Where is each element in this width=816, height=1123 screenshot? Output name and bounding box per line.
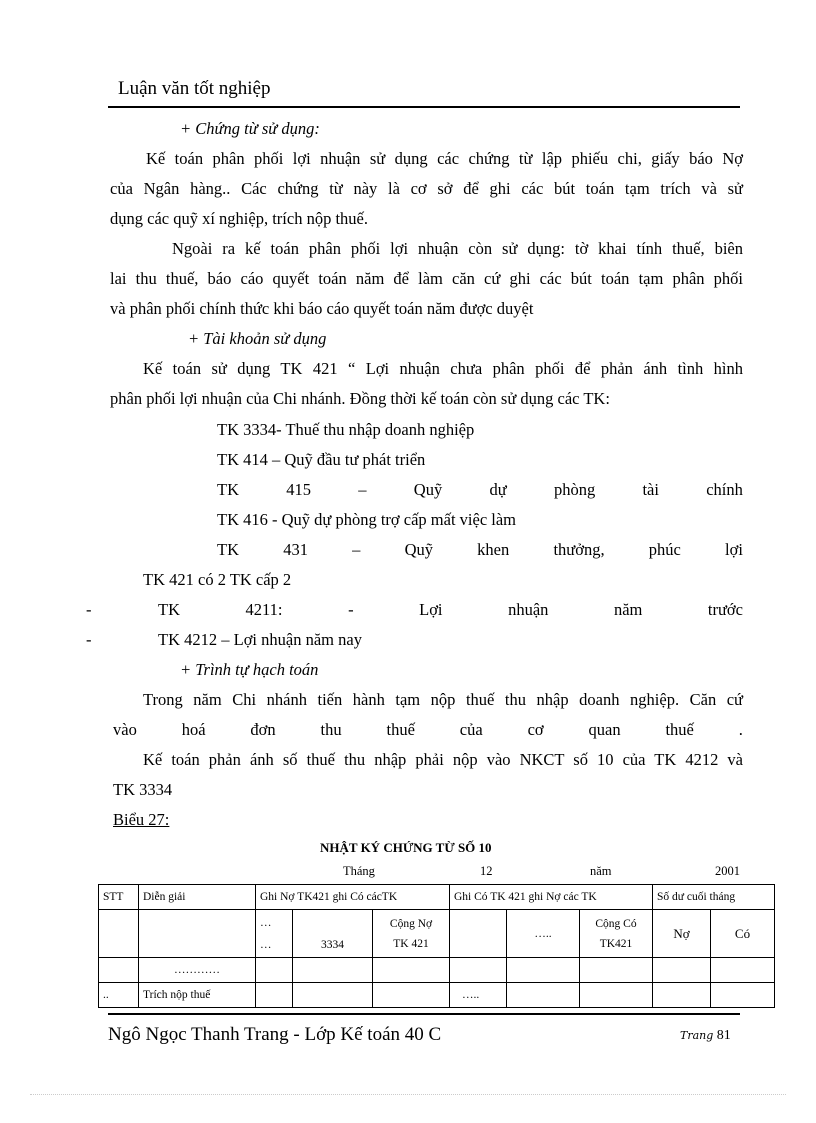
subcol-3334: 3334	[293, 910, 373, 958]
cell	[293, 983, 373, 1008]
account-tk415	[217, 480, 743, 500]
account-tk4212: TK 4212 – Lợi nhuận năm nay	[158, 630, 362, 649]
cell	[139, 910, 256, 958]
para2-line3: và phân phối chính thức khi báo cáo quyết toán năm được duyệt	[110, 299, 534, 318]
subcol-dots-co: …..	[507, 910, 580, 958]
tk4211-word: nhuận	[508, 600, 549, 619]
para5-line1: Kế toán phản ánh số thuế thu nhập phải nộp vào NKCT số 10 của TK 4212 và	[143, 750, 743, 769]
chung-tu-heading: + Chứng từ sử dụng:	[180, 119, 320, 138]
tk415-word: –	[358, 480, 367, 499]
tk415-word: Quỹ	[413, 480, 443, 499]
cell	[373, 983, 450, 1008]
bullet-dash: -	[86, 630, 92, 649]
cell-stt	[99, 958, 139, 983]
cong-co-line: TK421	[599, 937, 633, 950]
account-tk414: TK 414 – Quỹ đầu tư phát triển	[217, 450, 426, 469]
page-bottom-divider	[30, 1094, 786, 1095]
para4-word: thu	[320, 720, 342, 739]
para4-word: quan	[588, 720, 621, 739]
para2-line2: lai thu thuế, báo cáo quyết toán năm để làm căn cứ ghi các bút toán tạm phân phối	[110, 269, 743, 288]
col-so-du: Số dư cuối tháng	[653, 885, 775, 910]
cell	[507, 983, 580, 1008]
subcol-cong-no	[373, 910, 450, 958]
page-number: 81	[716, 1028, 731, 1043]
subheader-row	[99, 910, 775, 958]
cell	[450, 958, 507, 983]
dots-line: …	[260, 938, 272, 951]
para1-line3: dụng các quỹ xí nghiệp, trích nộp thuế.	[110, 209, 368, 228]
cell	[256, 983, 293, 1008]
para1-line2: của Ngân hàng.. Các chứng từ này là cơ sở để ghi các bút toán tạm trích và sử	[110, 179, 743, 198]
para4-word: của	[459, 720, 483, 739]
tk415-word: dự	[489, 480, 507, 499]
para4-word: hoá	[181, 720, 206, 739]
para4-word: thuế	[665, 720, 694, 739]
cell	[99, 910, 139, 958]
page-word: Trang	[680, 1029, 714, 1042]
cong-no-line: TK 421	[393, 937, 429, 950]
subcol-dots	[256, 910, 293, 958]
cell-stt: ..	[99, 983, 139, 1008]
footer-author: Ngô Ngọc Thanh Trang - Lớp Kế toán 40 C	[108, 1024, 442, 1045]
para3-line1: Kế toán sử dụng TK 421 “ Lợi nhuận chưa phân phối để phản ánh tình hình	[143, 359, 743, 378]
cell	[580, 983, 653, 1008]
tk4211-word: trước	[707, 600, 743, 619]
tk431-word: phúc	[648, 540, 681, 559]
cell-dien-giai: Trích nộp thuế	[139, 983, 256, 1008]
journal-table	[98, 884, 775, 1008]
tk4211-word: TK	[158, 600, 180, 619]
bullet-dash: -	[86, 600, 92, 619]
account-tk431	[217, 540, 743, 560]
para5-line2: TK 3334	[113, 780, 173, 799]
page-number-label	[680, 1028, 731, 1044]
bieu-label: Biểu 27:	[113, 810, 170, 829]
tk431-word: TK	[217, 540, 239, 559]
tk431-word: khen	[477, 540, 510, 559]
subcol-co: Có	[711, 910, 775, 958]
cell	[450, 910, 507, 958]
tk415-word: phòng	[553, 480, 596, 499]
trinh-tu-heading: + Trình tự hạch toán	[180, 660, 319, 679]
account-tk3334: TK 3334- Thuế thu nhập doanh nghiệp	[217, 420, 475, 439]
cell	[711, 983, 775, 1008]
cell	[580, 958, 653, 983]
para1-line1: Kế toán phân phối lợi nhuận sử dụng các chứng từ lập phiếu chi, giấy báo Nợ	[146, 149, 743, 168]
para4-word: đơn	[250, 720, 276, 739]
cell	[711, 958, 775, 983]
subcol-cong-co	[580, 910, 653, 958]
tk415-word: tài	[642, 480, 659, 499]
para3-line2: phân phối lợi nhuận của Chi nhánh. Đồng thời kế toán còn sử dụng các TK:	[110, 389, 610, 408]
header-rule	[108, 106, 740, 108]
tk415-word: chính	[706, 480, 743, 499]
para4-word: cơ	[527, 720, 544, 739]
tk431-word: lợi	[725, 540, 743, 559]
cell-dien-giai: …………	[139, 958, 256, 983]
tai-khoan-heading: + Tài khoản sử dụng	[188, 329, 327, 348]
para2-line1: Ngoài ra kế toán phân phối lợi nhuận còn sử dụng: tờ khai tính thuế, biên	[172, 239, 743, 258]
cong-no-line: Cộng Nợ	[389, 917, 433, 930]
tk4211-word: 4211:	[245, 600, 283, 619]
header-row	[99, 885, 775, 910]
cell	[507, 958, 580, 983]
para4-line2	[113, 720, 743, 740]
cell	[373, 958, 450, 983]
col-stt: STT	[99, 885, 139, 910]
tk415-word: 415	[286, 480, 312, 499]
cell	[256, 958, 293, 983]
col-ghi-co: Ghi Có TK 421 ghi Nợ các TK	[450, 885, 653, 910]
cell: …..	[450, 983, 507, 1008]
dots-line: …	[260, 916, 272, 929]
year-label: năm	[590, 864, 612, 878]
tk431-word: thưởng,	[553, 540, 605, 559]
para4-word: .	[738, 720, 743, 739]
journal-title: NHẬT KÝ CHỨNG TỪ SỐ 10	[320, 840, 492, 855]
table-row	[99, 958, 775, 983]
col-ghi-no: Ghi Nợ TK421 ghi Có cácTK	[256, 885, 450, 910]
cell	[653, 983, 711, 1008]
subcol-no: Nợ	[653, 910, 711, 958]
month-value: 12	[480, 864, 493, 878]
tk4211-word: năm	[613, 600, 643, 619]
running-header-title: Luận văn tốt nghiệp	[118, 78, 271, 99]
cong-co-line: Cộng Có	[595, 917, 637, 930]
tk431-word: Quỹ	[404, 540, 433, 559]
footer-rule	[108, 1013, 740, 1015]
tk4211-word: -	[348, 600, 354, 619]
table-row	[99, 983, 775, 1008]
cell	[653, 958, 711, 983]
tk431-word: 431	[283, 540, 308, 559]
tk4211-word: Lợi	[419, 600, 443, 619]
tk431-word: –	[352, 540, 361, 559]
para4-word: thuế	[386, 720, 415, 739]
tk415-word: TK	[217, 480, 239, 499]
year-value: 2001	[715, 864, 740, 878]
para4-line1: Trong năm Chi nhánh tiến hành tạm nộp thuế thu nhập doanh nghiệp. Căn cứ	[143, 690, 743, 709]
col-dien-giai: Diễn giải	[139, 885, 256, 910]
month-label: Tháng	[343, 864, 375, 878]
cap2-intro: TK 421 có 2 TK cấp 2	[143, 570, 292, 589]
account-tk4211	[158, 600, 743, 620]
cell	[293, 958, 373, 983]
para4-word: vào	[113, 720, 137, 739]
account-tk416: TK 416 - Quỹ dự phòng trợ cấp mất việc làm	[217, 510, 517, 529]
